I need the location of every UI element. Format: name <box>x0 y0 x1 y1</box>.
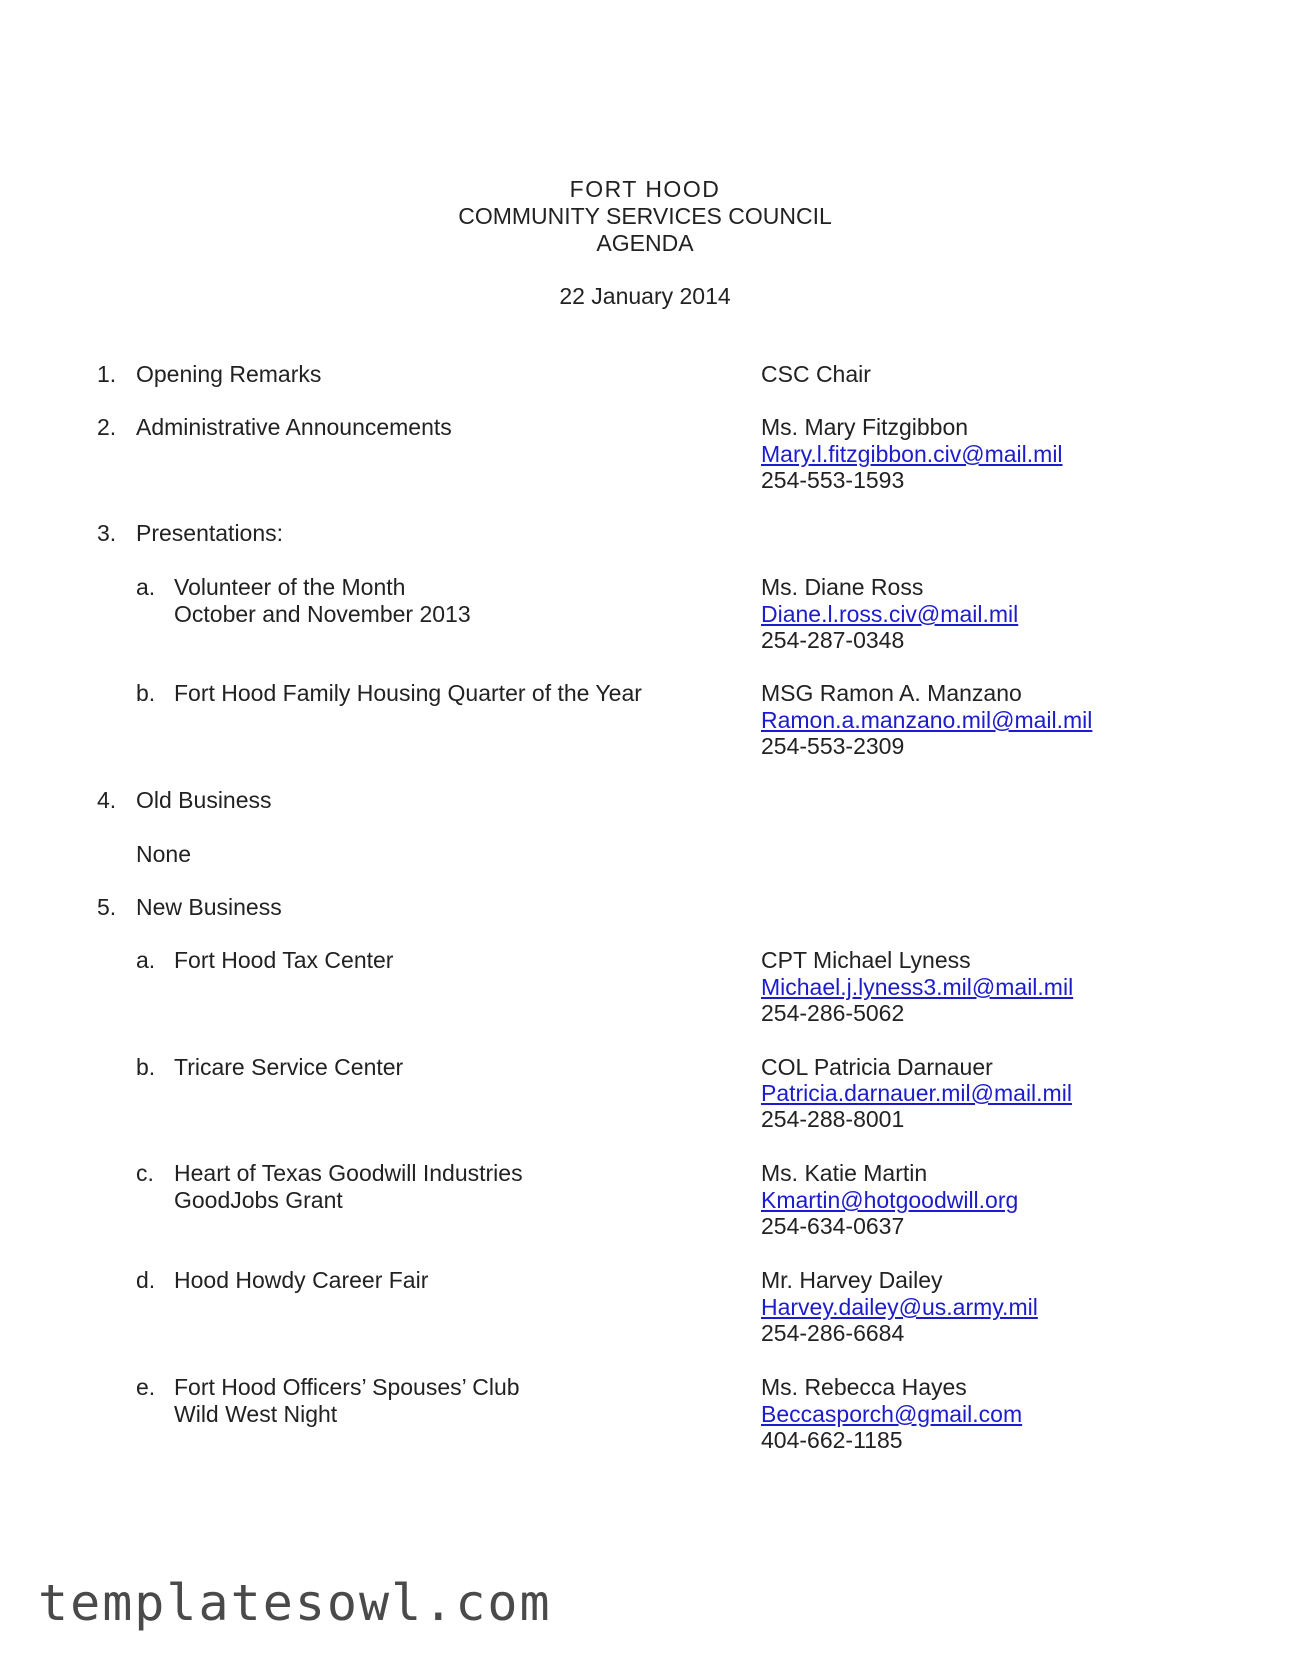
presenter-phone: 254-634-0637 <box>761 1213 905 1239</box>
subitem-letter: a. <box>136 947 156 973</box>
item-title: Presentations: <box>136 520 284 546</box>
presenter-phone: 404-662-1185 <box>761 1427 903 1453</box>
presenter-email-link[interactable]: Kmartin@hotgoodwill.org <box>761 1187 1019 1213</box>
presenter-email-link[interactable]: Michael.j.lyness3.mil@mail.mil <box>761 974 1074 1000</box>
subitem-letter: b. <box>136 1054 156 1080</box>
item-note: None <box>136 841 191 867</box>
presenter-phone: 254-286-6684 <box>761 1320 905 1346</box>
item-presenter: Ms. Katie Martin <box>761 1160 928 1186</box>
item-number: 3. <box>97 520 117 546</box>
subitem-letter: e. <box>136 1374 156 1400</box>
presenter-phone: 254-287-0348 <box>761 627 905 653</box>
item-presenter: CSC Chair <box>761 361 871 387</box>
presenter-phone: 254-286-5062 <box>761 1000 905 1026</box>
item-presenter: Ms. Diane Ross <box>761 574 924 600</box>
item-number: 5. <box>97 894 117 920</box>
agenda-org-title: FORT HOOD <box>569 176 721 202</box>
agenda-heading: AGENDA <box>596 230 694 256</box>
presenter-phone: 254-553-1593 <box>761 467 905 493</box>
subitem-letter: b. <box>136 680 156 706</box>
presenter-email-link[interactable]: Harvey.dailey@us.army.mil <box>761 1294 1038 1320</box>
presenter-email-link[interactable]: Beccasporch@gmail.com <box>761 1401 1023 1427</box>
subitem-letter: a. <box>136 574 156 600</box>
item-presenter: Mr. Harvey Dailey <box>761 1267 943 1293</box>
item-title: Administrative Announcements <box>136 414 452 440</box>
item-number: 2. <box>97 414 117 440</box>
presenter-email-link[interactable]: Diane.l.ross.civ@mail.mil <box>761 601 1019 627</box>
item-presenter: Ms. Mary Fitzgibbon <box>761 414 969 440</box>
subitem-title: Hood Howdy Career Fair <box>174 1267 429 1293</box>
subitem-letter: d. <box>136 1267 156 1293</box>
subitem-title: Heart of Texas Goodwill Industries <box>174 1160 523 1186</box>
agenda-date: 22 January 2014 <box>559 283 731 309</box>
subitem-title: Fort Hood Tax Center <box>174 947 394 973</box>
watermark: templatesowl.com <box>38 1574 552 1632</box>
item-presenter: Ms. Rebecca Hayes <box>761 1374 967 1400</box>
presenter-email-link[interactable]: Patricia.darnauer.mil@mail.mil <box>761 1080 1072 1106</box>
agenda-council-title: COMMUNITY SERVICES COUNCIL <box>458 203 832 229</box>
subitem-subtitle: Wild West Night <box>174 1401 338 1427</box>
presenter-email-link[interactable]: Ramon.a.manzano.mil@mail.mil <box>761 707 1093 733</box>
subitem-title: Volunteer of the Month <box>174 574 406 600</box>
item-number: 4. <box>97 787 117 813</box>
subitem-title: Fort Hood Family Housing Quarter of the Year <box>174 680 642 706</box>
presenter-email-link[interactable]: Mary.l.fitzgibbon.civ@mail.mil <box>761 441 1063 467</box>
subitem-subtitle: GoodJobs Grant <box>174 1187 343 1213</box>
presenter-phone: 254-553-2309 <box>761 733 905 759</box>
item-presenter: CPT Michael Lyness <box>761 947 971 973</box>
item-title: New Business <box>136 894 282 920</box>
item-title: Old Business <box>136 787 272 813</box>
item-title: Opening Remarks <box>136 361 322 387</box>
subitem-title: Fort Hood Officers’ Spouses’ Club <box>174 1374 520 1400</box>
subitem-subtitle: October and November 2013 <box>174 601 471 627</box>
item-number: 1. <box>97 361 117 387</box>
subitem-letter: c. <box>136 1160 154 1186</box>
item-presenter: COL Patricia Darnauer <box>761 1054 993 1080</box>
presenter-phone: 254-288-8001 <box>761 1106 905 1132</box>
subitem-title: Tricare Service Center <box>174 1054 404 1080</box>
item-presenter: MSG Ramon A. Manzano <box>761 680 1022 706</box>
